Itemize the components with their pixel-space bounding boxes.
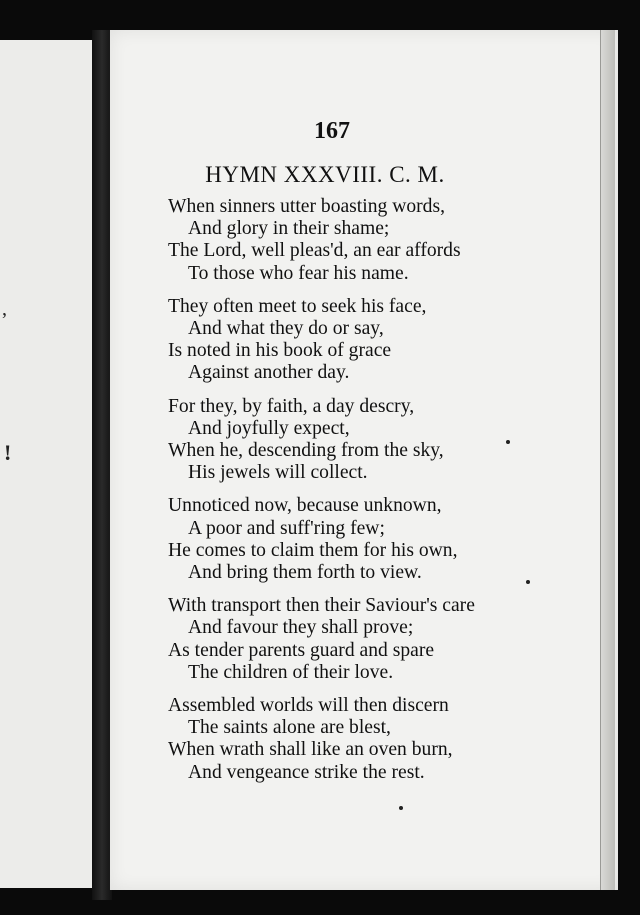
verse-line: Unnoticed now, because unknown, [168,495,442,517]
verse-line: The Lord, well pleas'd, an ear affords [168,240,461,262]
verse-line: And favour they shall prove; [188,617,414,639]
verse-line: He comes to claim them for his own, [168,539,458,561]
ink-speck [506,440,510,444]
verse-line: Assembled worlds will then discern [168,695,449,717]
verse-1 [168,196,548,285]
verse-4 [168,495,548,584]
ink-speck [399,806,403,810]
verse-line: And glory in their shame; [188,218,390,240]
verse-3 [168,396,548,485]
verse-line: They often meet to seek his face, [168,295,427,317]
hymn-title: HYMN XXXVIII. C. M. [205,162,445,187]
verse-6 [168,695,548,784]
verse-line: With transport then their Saviour's care [168,595,475,617]
verse-line: A poor and suff'ring few; [188,517,385,539]
verse-line: Against another day. [188,362,350,384]
verse-line: And what they do or say, [188,318,384,340]
verse-line: As tender parents guard and spare [168,639,435,661]
previous-page-edge [0,40,98,888]
ink-speck [526,580,530,584]
hymn-verses [168,196,548,795]
previous-page-comma: , [2,298,7,320]
verse-line: Is noted in his book of grace [168,340,392,362]
verse-line: And bring them forth to view. [188,562,422,584]
verse-line: The children of their love. [188,661,394,683]
page-number: 167 [314,118,350,144]
verse-line: When wrath shall like an oven burn, [168,739,453,761]
page-edge [600,30,615,890]
verse-line: To those who fear his name. [188,262,409,284]
verse-line: And vengeance strike the rest. [188,761,425,783]
verse-line: When sinners utter boasting words, [168,196,445,217]
verse-line: When he, descending from the sky, [168,440,444,462]
verse-line: His jewels will collect. [188,462,368,484]
verse-line: For they, by faith, a day descry, [168,395,415,417]
verse-line: And joyfully expect, [188,417,350,439]
verse-5 [168,595,548,684]
verse-2 [168,296,548,385]
verse-line: The saints alone are blest, [188,717,391,739]
previous-page-exclamation: ! [4,440,12,465]
